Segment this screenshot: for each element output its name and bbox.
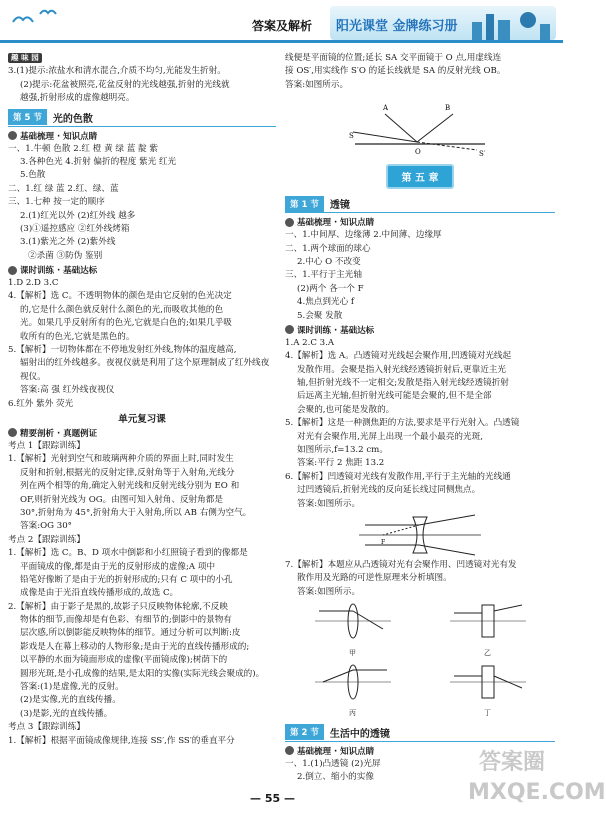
header-title: 答案及解析 bbox=[252, 19, 313, 33]
section-badge: 第 1 节 bbox=[285, 196, 324, 212]
text-line: 反射和折射,根据光的反射定律,反射角等于入射角,光线分 bbox=[20, 467, 235, 478]
text-line: 答案:如图所示。 bbox=[297, 498, 361, 509]
text-line: 越强,折射形成的虚像越明亮。 bbox=[20, 93, 135, 104]
text-line: 轴,但折射光线不一定相交;发散是指入射光线经透镜折射 bbox=[297, 378, 509, 389]
text-line: (2)两个 各一个 F bbox=[297, 283, 364, 294]
class-tag: 课时训练 · 基础达标 bbox=[297, 325, 375, 336]
text-line: 如图所示,f=13.2 cm。 bbox=[297, 445, 388, 456]
text-line: 6.【解析】凹透镜对光线有发散作用,平行于主光轴的光线通 bbox=[285, 471, 511, 482]
review-tag: 精要剖析 · 真题例证 bbox=[20, 428, 98, 439]
text-line: 4.焦点到光心 f bbox=[297, 297, 355, 308]
text-line: 一、1.(1)凸透镜 (2)光屏 bbox=[285, 758, 381, 769]
section-heading bbox=[285, 195, 555, 213]
text-line: 考点 3【跟踪训练】 bbox=[8, 722, 85, 733]
text-line: 的,它是什么颜色就反射什么颜色的光,而吸收其他的色 bbox=[20, 304, 224, 315]
text-line: 成像是由于光沿直线传播形成的,故选 C。 bbox=[20, 588, 179, 599]
text-line: 答案:如图所示。 bbox=[297, 586, 361, 597]
text-line: (3)①遥控感应 ②红外线烤箱 bbox=[20, 223, 130, 234]
chapter-banner: 第 五 章 bbox=[386, 164, 455, 189]
text-line: 考点 1【跟踪训练】 bbox=[8, 440, 85, 451]
text-line: 3.各种色光 4.折射 偏折的程度 紫光 红光 bbox=[20, 156, 177, 167]
text-line: 答案:高 强 红外线夜视仪 bbox=[20, 385, 115, 396]
figure-label: 丁 bbox=[484, 709, 491, 718]
basic-tag: 基础梳理 · 知识点睛 bbox=[20, 131, 98, 142]
section-title: 生活中的透镜 bbox=[329, 728, 390, 740]
section-title: 光的色散 bbox=[52, 113, 93, 125]
convex-lens-diagram bbox=[313, 662, 393, 702]
text-line: OF,则折射光线为 OG。由图可知入射角、反射角都是 bbox=[20, 494, 223, 505]
text-line: 物体的细节,而像却是有色彩、有细节的;倒影中的景物有 bbox=[20, 615, 232, 626]
lens-figure-row bbox=[285, 662, 555, 721]
text-line: 收所有的色光,它就是黑色的。 bbox=[20, 331, 135, 342]
text-line: 圆形光斑,是小孔成像的结果,是太阳的实像(实际光线会聚成的)。 bbox=[20, 668, 265, 679]
text-line: 过凹透镜后,折射光线的反向延长线过同侧焦点。 bbox=[297, 485, 481, 496]
section-badge: 第 2 节 bbox=[285, 724, 324, 740]
text-line: 视仪。 bbox=[20, 371, 46, 382]
text-line: 二、1.两个球面的球心 bbox=[285, 243, 371, 254]
text-line: 1.【解析】光射到空气和玻璃两种介质的界面上时,同时发生 bbox=[8, 454, 234, 465]
watermark: 答案圈 MXQE.COM bbox=[468, 750, 606, 805]
text-line: 平面镜成的像,都是由于光的反射形成的虚像;A 项中 bbox=[20, 561, 216, 572]
lens-figure-row bbox=[285, 601, 555, 660]
text-line: 4.【解析】选 C。不透明物体的颜色是由它反射的色光决定 bbox=[8, 291, 232, 302]
text-line: 以平静的水面为镜面形成的虚像(平面镜成像);树荫下的 bbox=[20, 655, 228, 666]
city-skyline-icon bbox=[470, 8, 556, 40]
text-line: 1.D 2.D 3.C bbox=[8, 278, 59, 289]
text-line: 对光有会聚作用,光屏上出现一个最小最亮的光斑, bbox=[297, 431, 483, 442]
box-lens-diagram bbox=[448, 662, 528, 702]
text-line: 5.【解析】一切物体都在不停地发射红外线,物体的温度越高, bbox=[8, 345, 237, 356]
text-line: 后远离主光轴,但折射光线可能是会聚的,但不是全部 bbox=[297, 391, 492, 402]
text-line: (3)是影,光的直线传播。 bbox=[20, 708, 113, 719]
text-line: 答案:OG 30° bbox=[20, 521, 72, 532]
text-line: 1.A 2.C 3.A bbox=[285, 337, 335, 348]
header-rule bbox=[0, 40, 563, 43]
text-line: 7.【解析】本题应从凸透镜对光有会聚作用、凹透镜对光有发 bbox=[285, 559, 517, 570]
text-line: 5.会聚 发散 bbox=[297, 310, 343, 321]
basic-tag: 基础梳理 · 知识点睛 bbox=[297, 218, 375, 229]
basic-tag: 基础梳理 · 知识点睛 bbox=[297, 746, 375, 757]
concave-lens-diagram bbox=[355, 513, 485, 557]
text-line: 6.红外 紫外 荧光 bbox=[8, 398, 74, 409]
text-line: 2.倒立、缩小的实像 bbox=[297, 772, 374, 783]
figure-label: 甲 bbox=[349, 648, 356, 657]
page-header bbox=[0, 0, 563, 48]
text-line: 光。如果几乎反射所有的色光,它就是白色的;如果几乎吸 bbox=[20, 318, 232, 329]
text-line: 考点 2【跟踪训练】 bbox=[8, 534, 85, 545]
text-line: 一、1.牛顿 色散 2.红 橙 黄 绿 蓝 靛 紫 bbox=[8, 143, 158, 154]
text-line: 铅笔好像断了是由于光的折射形成的;只有 C 项中的小孔 bbox=[20, 574, 233, 585]
header-series: 阳光课堂 金牌练习册 bbox=[336, 19, 458, 34]
text-line: 3.(1)紫光之外 (2)紫外线 bbox=[20, 237, 116, 248]
text-line: 层次感,所以倒影能反映物体的细节。通过分析可以判断:皮 bbox=[20, 628, 241, 639]
text-line: 辐射出的红外线越多。夜视仪就是利用了这个原理制成了红外线夜 bbox=[20, 358, 270, 369]
text-line: 答案:平行 2 焦距 13.2 bbox=[297, 458, 385, 469]
class-tag: 课时训练 · 基础达标 bbox=[20, 266, 98, 277]
text-line: 散作用及光路的可逆性原理来分析填图。 bbox=[297, 573, 452, 584]
text-line: 三、1.七种 按一定的顺序 bbox=[8, 197, 105, 208]
fig-label: S bbox=[349, 132, 354, 141]
text-line: 4.【解析】选 A。凸透镜对光线起会聚作用,凹透镜对光线起 bbox=[285, 351, 512, 362]
text-line: 接 OS′,用实线作 S′O 的延长线就是 SA 的反射光线 OB。 bbox=[285, 66, 506, 77]
text-line: 1.【解析】选 C。B、D 项水中倒影和小红照镜子看到的像都是 bbox=[8, 548, 248, 559]
fig-label: O bbox=[415, 148, 421, 157]
text-line: 2.中心 O 不改变 bbox=[297, 256, 361, 267]
text-line: 会聚的,也可能是发散的。 bbox=[297, 404, 395, 415]
text-line: 答案:(1)是虚像,光的反射。 bbox=[20, 682, 124, 693]
fun-tag: 趣 味 园 bbox=[8, 53, 42, 63]
text-line: 2.(1)红光以外 (2)红外线 越多 bbox=[20, 210, 136, 221]
section-heading bbox=[8, 109, 276, 127]
figure-label: 乙 bbox=[484, 648, 491, 657]
bird-icon bbox=[8, 4, 68, 30]
text-line: 三、1.平行于主光轴 bbox=[285, 270, 362, 281]
text-line: 二、1.红 绿 蓝 2.红、绿、蓝 bbox=[8, 183, 119, 194]
left-column bbox=[8, 52, 276, 748]
text-line: (2)是实像,光的直线传播。 bbox=[20, 695, 121, 706]
figure-label: 丙 bbox=[349, 709, 356, 718]
convex-lens-diagram bbox=[313, 601, 393, 641]
text-line: 影戏是人在幕上移动的人物形象;是由于光的直线传播形成的; bbox=[20, 641, 250, 652]
box-lens-diagram bbox=[448, 601, 528, 641]
section-badge: 第 5 节 bbox=[8, 109, 47, 125]
text-line: 1.【解析】根据平面镜成像规律,连接 SS′,作 SS′的垂直平分 bbox=[8, 735, 235, 746]
section-heading bbox=[285, 724, 555, 742]
text-line: 5.【解析】这是一种测焦距的方法,要求是平行光射入。凸透镜 bbox=[285, 418, 520, 429]
mirror-ray-diagram bbox=[345, 94, 495, 158]
text-line: 2.【解析】由于影子是黑的,故影子只反映物体轮廓,不反映 bbox=[8, 601, 228, 612]
fig-label: S′ bbox=[479, 150, 486, 159]
text-line: 答案:如图所示。 bbox=[285, 79, 349, 90]
fig-label: B bbox=[445, 104, 451, 113]
section-title: 透镜 bbox=[329, 200, 350, 212]
page-number: — 55 — bbox=[250, 792, 295, 805]
text-line: 列在两个相等的角,确定入射光线和反射光线分别为 EO 和 bbox=[20, 481, 240, 492]
focus-label: F bbox=[381, 538, 386, 546]
text-line: (2)提示:花盆被照亮,花盆反射的光线越强,折射的光线就 bbox=[20, 79, 230, 90]
right-column bbox=[285, 52, 555, 785]
fig-label: A bbox=[383, 104, 389, 113]
text-line: 一、1.中间厚、边缘薄 2.中间薄、边缘厚 bbox=[285, 230, 442, 241]
text-line: 5.色散 bbox=[20, 170, 46, 181]
text-line: ②杀菌 ③防伪 鉴别 bbox=[28, 250, 103, 261]
review-title: 单元复习课 bbox=[118, 413, 166, 425]
text-line: 发散作用。会聚是指入射光线经透镜折射后,更靠近主光 bbox=[297, 364, 506, 375]
text-line: 30°,折射角为 45°,折射角大于入射角,所以 AB 右侧为空气。 bbox=[20, 507, 252, 518]
text-line: 3.(1)提示:浓盐水和清水混合,介质不均匀,光能发生折射。 bbox=[8, 66, 226, 77]
text-line: 线便是平面镜的位置;延长 SA 交平面镜于 O 点,用虚线连 bbox=[285, 53, 502, 63]
